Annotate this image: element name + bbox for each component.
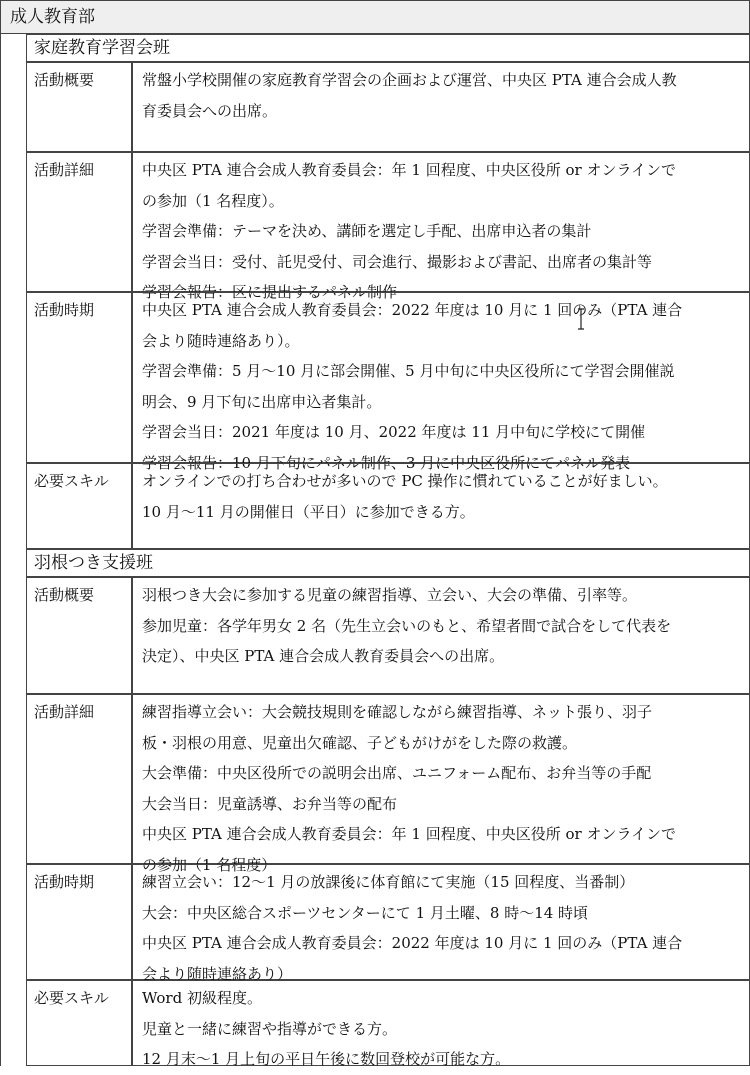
content-line: 練習立会い：12～1 月の放課後に体育館にて実施（15 回程度、当番制） (142, 873, 635, 891)
row-content (132, 694, 750, 874)
section-title-kateikyoiku: 家庭教育学習会班 (26, 34, 750, 62)
row-content (132, 152, 750, 301)
content-line: 中央区 PTA 連合会成人教育委員会：2022 年度は 10 月に 1 回のみ（PTA 連合 (142, 301, 683, 319)
content-line: 板・羽根の用意、児童出欠確認、子どもがけがをした際の救護。 (142, 733, 578, 752)
row-label: 活動概要 (26, 577, 132, 694)
content-line: 育委員会への出席。 (142, 101, 278, 120)
content-line: 明会、9 月下旬に出席申込者集計。 (142, 392, 382, 411)
section-indent (0, 549, 26, 1066)
content-line: 会より随時連絡あり）。 (142, 331, 300, 350)
content-line: 中央区 PTA 連合会成人教育委員会：年 1 回程度、中央区役所 or オンラインで (142, 825, 677, 843)
content-line: の参加（1 名程度）。 (142, 191, 284, 210)
department-title: 成人教育部 (0, 0, 750, 34)
content-line: 中央区 PTA 連合会成人教育委員会：年 1 回程度、中央区役所 or オンラインで (142, 161, 677, 179)
content-line: オンラインでの打ち合わせが多いので PC 操作に慣れていることが好ましい。 (142, 472, 668, 490)
content-line: 中央区 PTA 連合会成人教育委員会：2022 年度は 10 月に 1 回のみ（PTA 連合 (142, 934, 683, 952)
row-content (132, 980, 750, 1066)
section-title-hanetsuki: 羽根つき支援班 (26, 549, 750, 577)
content-line: 参加児童：各学年男女 2 名（先生立会いのもと、希望者間で試合をして代表を (142, 616, 672, 635)
content-line: 練習指導立会い：大会競技規則を確認しながら練習指導、ネット張り、羽子 (142, 703, 653, 721)
row-content (132, 62, 750, 152)
text-cursor-icon (577, 308, 585, 330)
row-content (132, 463, 750, 549)
row-label: 活動時期 (26, 292, 132, 463)
content-line: 会より随時連絡あり） (142, 964, 293, 983)
row-label: 活動時期 (26, 864, 132, 980)
section-indent (0, 34, 26, 549)
row-label: 活動詳細 (26, 694, 132, 864)
content-line: 大会当日：児童誘導、お弁当等の配布 (142, 794, 398, 813)
row-content (132, 864, 750, 983)
content-line: 学習会当日：受付、託児受付、司会進行、撮影および書記、出席者の集計等 (142, 252, 653, 271)
content-line: 学習会報告：10 月下旬にパネル制作、3 月に中央区役所にてパネル発表 (142, 453, 631, 472)
content-line: 学習会当日：2021 年度は 10 月、2022 年度は 11 月中旬に学校にて開催 (142, 423, 646, 441)
content-line: 学習会準備：テーマを決め、講師を選定し手配、出席申込者の集計 (142, 222, 592, 240)
row-label: 活動詳細 (26, 152, 132, 292)
row-label: 必要スキル (26, 463, 132, 549)
content-line: の参加（1 名程度） (142, 855, 277, 874)
content-line: 10 月～11 月の開催日（平日）に参加できる方。 (142, 502, 475, 521)
content-line: 大会準備：中央区役所での説明会出席、ユニフォーム配布、お弁当等の手配 (142, 764, 652, 782)
row-label: 活動概要 (26, 62, 132, 152)
row-content (132, 577, 750, 694)
content-line: 大会：中央区総合スポーツセンターにて 1 月土曜、8 時～14 時頃 (142, 903, 589, 922)
content-line: 児童と一緒に練習や指導ができる方。 (142, 1019, 398, 1038)
content-line: 学習会準備：5 月～10 月に部会開催、5 月中旬に中央区役所にて学習会開催説 (142, 362, 675, 380)
row-content (132, 292, 750, 472)
content-line: 決定）、中央区 PTA 連合会成人教育委員会への出席。 (142, 647, 505, 665)
content-line: 羽根つき大会に参加する児童の練習指導、立会い、大会の準備、引率等。 (142, 586, 638, 604)
content-line: 常盤小学校開催の家庭教育学習会の企画および運営、中央区 PTA 連合会成人教 (142, 71, 677, 89)
content-line: Word 初級程度。 (142, 989, 262, 1007)
row-label: 必要スキル (26, 980, 132, 1066)
content-line: 学習会報告：区に提出するパネル制作 (142, 283, 398, 301)
content-line: 12 月末～1 月上旬の平日午後に数回登校が可能な方。 (142, 1050, 511, 1068)
